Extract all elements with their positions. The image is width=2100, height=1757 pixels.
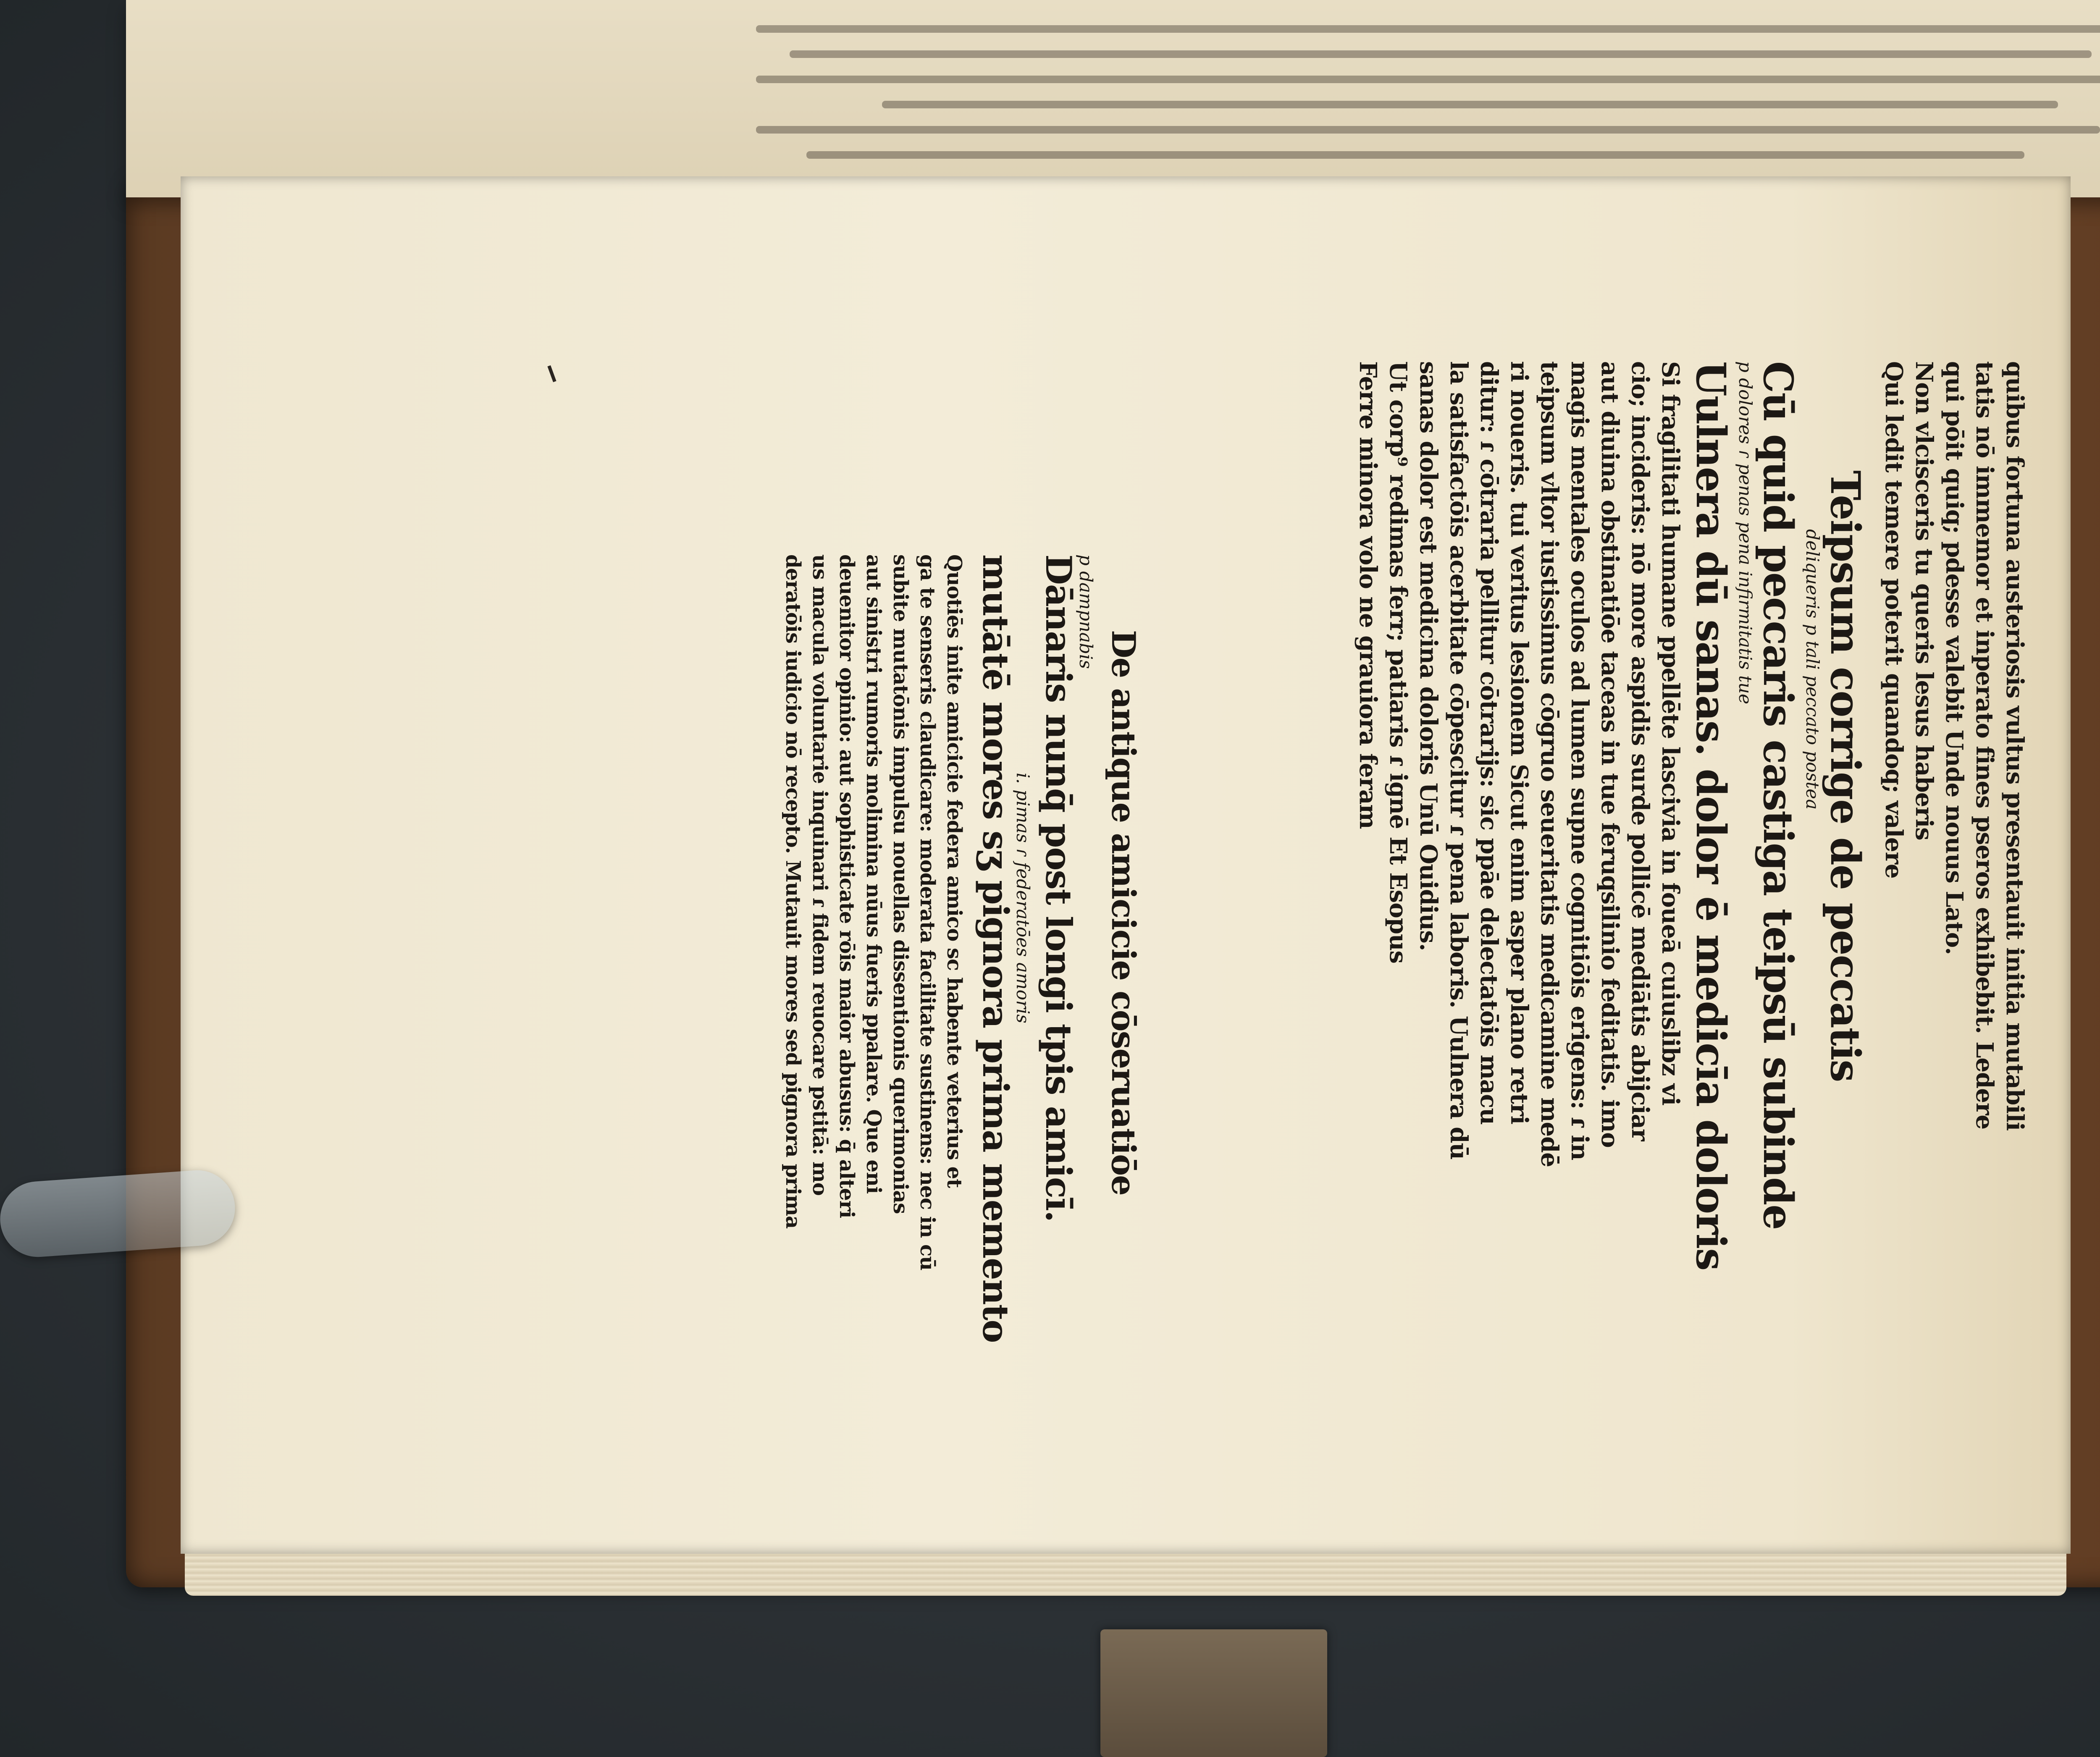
text-line: aut diuina obstinatiōe taceas in tue feruqsilinio feditatis. imo [1596,361,1624,1148]
text-line: ditur: ɾ cōtraria pellitur cōtrarijs: sic ppāe delectatōis macu [1475,361,1503,1125]
verse-line: Uulnera dū sanas. dolor ē medicīa doloris [1687,361,1735,1270]
text-line: magis mentales oculos ad lumen supne cognitiōis erigens: ɾ in [1566,361,1593,1160]
text-line: la satisfactōis acerbitate cōpescitur ɾ pena laboris. Uulnera dū [1445,361,1473,1160]
facing-line [756,126,2100,134]
facing-line [756,25,2100,33]
text-line: cio; incideris: nō more aspidis surde pollicē mediātis abijciar [1626,361,1654,1141]
text-line: Non vlcisceris tu queris lesus haberis [1910,361,1938,840]
verse-line: Dānaris nunq̄ post longi tpis amicī. [1038,554,1079,1222]
facing-line [756,76,2100,83]
text-line: subite mutatōnis impulsu nouellas dissentionis querimonias [889,554,912,1214]
facing-page [126,0,2100,197]
text-line: tatis nō immemor et inperato fines pseros exhibebit. Ledere [1971,361,1998,1130]
section-heading: Teipsum corrige de peccatis [1822,470,1869,1082]
text-line: us macula voluntarie inquinari ɾ fidem reuocare pstitā: mo [808,554,832,1196]
ink-mark [547,365,556,382]
text-line: Ut corp⁹ redimas ferr; patiaris ɾ ignē Et Esopus [1384,361,1412,964]
text-line: quibus fortuna austeriosis vultus presentauit initia mutabili [2001,361,2029,1131]
text-line: sanas dolor est medicina doloris Unū Ouidius. [1415,361,1442,951]
text-line: teipsum vltor iustissimus cōgruo seueritatis medicamine medē [1536,361,1563,1167]
interlinear-gloss: p dolores ɾ penas pena infirmitatis tue [1735,361,1756,704]
text-line: Quotiēs inite amicicie federa amico sc habente veterius et [942,554,966,1188]
text-line: ri noueris. tui veritus lesionem Sicut enim asper plano retri [1505,361,1533,1124]
book-clasp [1100,1629,1327,1757]
text-line: qui pōit quiq; pdesse valebit Unde nouus Lato. [1940,361,1968,955]
facing-line [882,101,2058,108]
facing-line [806,151,2024,159]
verse-line: mutātē mores sʒ pignora prima memento [975,554,1016,1343]
text-line: ga te senseris claudicare: moderata facilitate sustinens: nec in cū [916,554,939,1271]
interlinear-gloss: deliqueris p tali peccato postea [1802,529,1823,810]
text-line: Qui ledit temere poterit quandoq; valere [1880,361,1908,878]
interlinear-gloss: p dampnabis [1076,554,1096,669]
section-heading: De antique amicicie cōseruatiōe [1104,630,1142,1195]
verse-line: Cū quid peccaris castiga teipsū subinde [1754,361,1802,1230]
interlinear-gloss: i. pimas ɾ federatōes amoris [1013,773,1033,1023]
facing-line [790,50,2092,58]
printed-text-block [1354,361,2029,1369]
text-line: deratōis iudicio nō recepto. Mutauit mores sed pignora prima [781,554,805,1229]
text-line: deuenitor opinio: aut sophisticate rōis maior abusus: q̄ alteri [835,554,858,1218]
facing-page-text [756,8,2100,189]
text-line: Si fragilitati humane ppellēte lascivia in foueā cuiuslibz vi [1656,361,1684,1106]
text-line: aut sinistri rumoris molimina nūus fueris ppalare. Que eni [862,554,885,1194]
text-line: Ferre minora volo ne grauiora feram [1354,361,1382,829]
